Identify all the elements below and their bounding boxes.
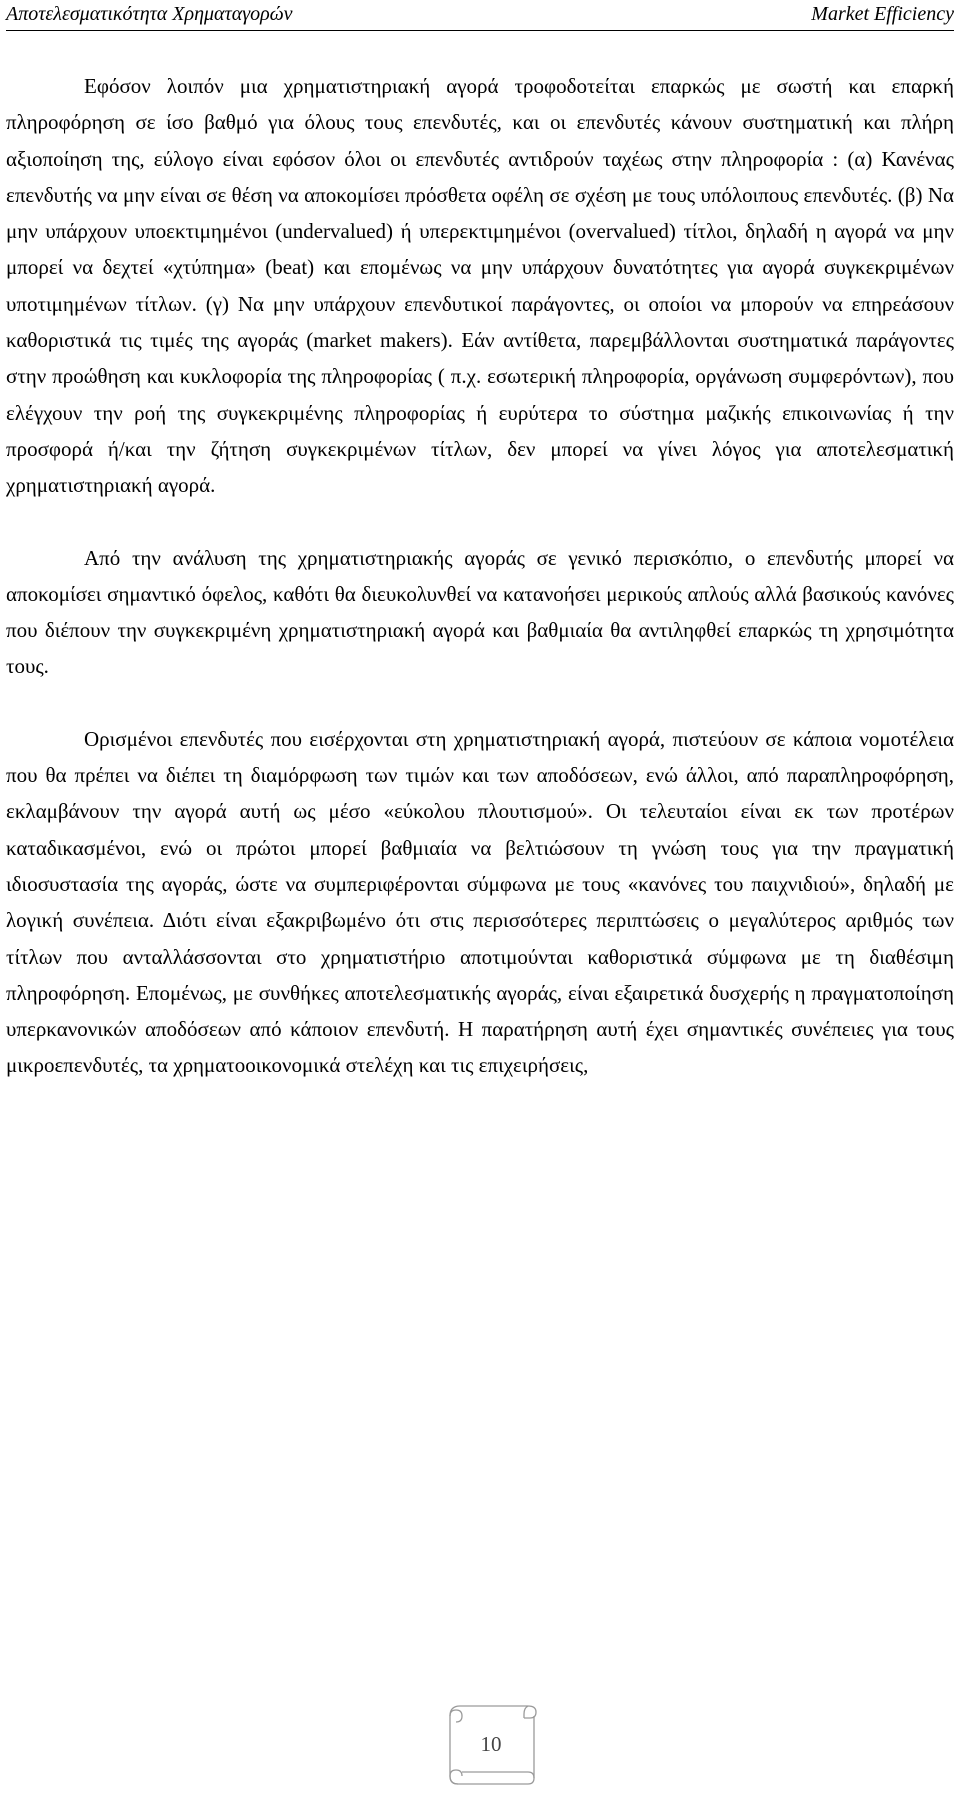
body-text bbox=[6, 68, 954, 1084]
header-title-left: Αποτελεσματικότητα Χρηματαγορών bbox=[6, 3, 293, 25]
paragraph-1: Εφόσον λοιπόν μια χρηματιστηριακή αγορά τροφοδοτείται επαρκώς με σωστή και επαρκή πληροφόρηση σε ίσο βαθμό για όλους τους επενδυτές, και οι επενδυτές κάνουν συστηματική και πλήρη αξιοποίηση της, εύλογο είναι εφόσον όλοι οι επενδυτές αντιδρούν ταχέως στην πληροφορία : (α) Κανένας επενδυτής να μην είναι σε θέση να αποκομίσει πρόσθετα οφέλη σε σχέση με τους υπόλοιπους επενδυτές. (β) Να μην υπάρχουν υποεκτιμημένοι (undervalued) ή υπερεκτιμημένοι (overvalued) τίτλοι, δηλαδή η αγορά να μην μπορεί να δεχτεί «χτύπημα» (beat) και επομένως να μην υπάρχουν δυνατότητες για αγορά συγκεκριμένων υποτιμημένων τίτλων. (γ) Να μην υπάρχουν επενδυτικοί παράγοντες, οι οποίοι να μπορούν να επηρεάσουν καθοριστικά τις τιμές της αγοράς (market makers). Εάν αντίθετα, παρεμβάλλονται συστηματικά παράγοντες στην προώθηση και κυκλοφορία της πληροφορίας ( π.χ. εσωτερική πληροφορία, οργάνωση συμφερόντων), που ελέγχουν την ροή της συγκεκριμένης πληροφορίας ή ευρύτερα το σύστημα μαζικής επικοινωνίας ή την προσφορά ή/και την ζήτηση συγκεκριμένων τίτλων, δεν μπορεί να γίνει λόγος για αποτελεσματική χρηματιστηριακή αγορά. bbox=[6, 74, 954, 498]
page-number-scroll bbox=[436, 1696, 546, 1788]
page-number: 10 bbox=[480, 1732, 502, 1756]
paragraph-3: Ορισμένοι επενδυτές που εισέρχονται στη χρηματιστηριακή αγορά, πιστεύουν σε κάποια νομοτέλεια που θα πρέπει να διέπει τη διαμόρφωση των τιμών και των αποδόσεων, ενώ άλλοι, από παραπληροφόρηση, εκλαμβάνουν την αγορά αυτή ως μέσο «εύκολου πλουτισμού». Οι τελευταίοι είναι εκ των προτέρων καταδικασμένοι, ενώ οι πρώτοι μπορεί βαθμιαία να βελτιώσουν τη γνώση τους για την πραγματική ιδιοσυστασία της αγοράς, ώστε να συμπεριφέρονται σύμφωνα με τους «κανόνες του παιχνιδιού», δηλαδή με λογική συνέπεια. Διότι είναι εξακριβωμένο ότι στις περισσότερες περιπτώσεις ο μεγαλύτερος αριθμός των τίτλων που ανταλλάσσονται στο χρηματιστήριο αποτιμούνται καθοριστικά σύμφωνα με τη διαθέσιμη πληροφόρηση. Επομένως, με συνθήκες αποτελεσματικής αγοράς, είναι εξαιρετικά δυσχερής η πραγματοποίηση υπερκανονικών αποδόσεων από κάποιον επενδυτή. Η παρατήρηση αυτή έχει σημαντικές συνέπειες για τους μικροεπενδυτές, τα χρηματοοικονομικά στελέχη και τις επιχειρήσεις, bbox=[6, 726, 954, 1078]
running-header bbox=[6, 0, 954, 28]
header-divider bbox=[6, 30, 954, 31]
header-title-right: Market Efficiency bbox=[811, 3, 954, 25]
paragraph-2: Από την ανάλυση της χρηματιστηριακής αγοράς σε γενικό περισκόπιο, ο επενδυτής μπορεί να αποκομίσει σημαντικό όφελος, καθότι θα διευκολυνθεί να κατανοήσει μερικούς απλούς αλλά βασικούς κανόνες που διέπουν την συγκεκριμένη χρηματιστηριακή αγορά και βαθμιαία θα αντιληφθεί επαρκώς τη χρησιμότητα τους. bbox=[6, 545, 954, 679]
